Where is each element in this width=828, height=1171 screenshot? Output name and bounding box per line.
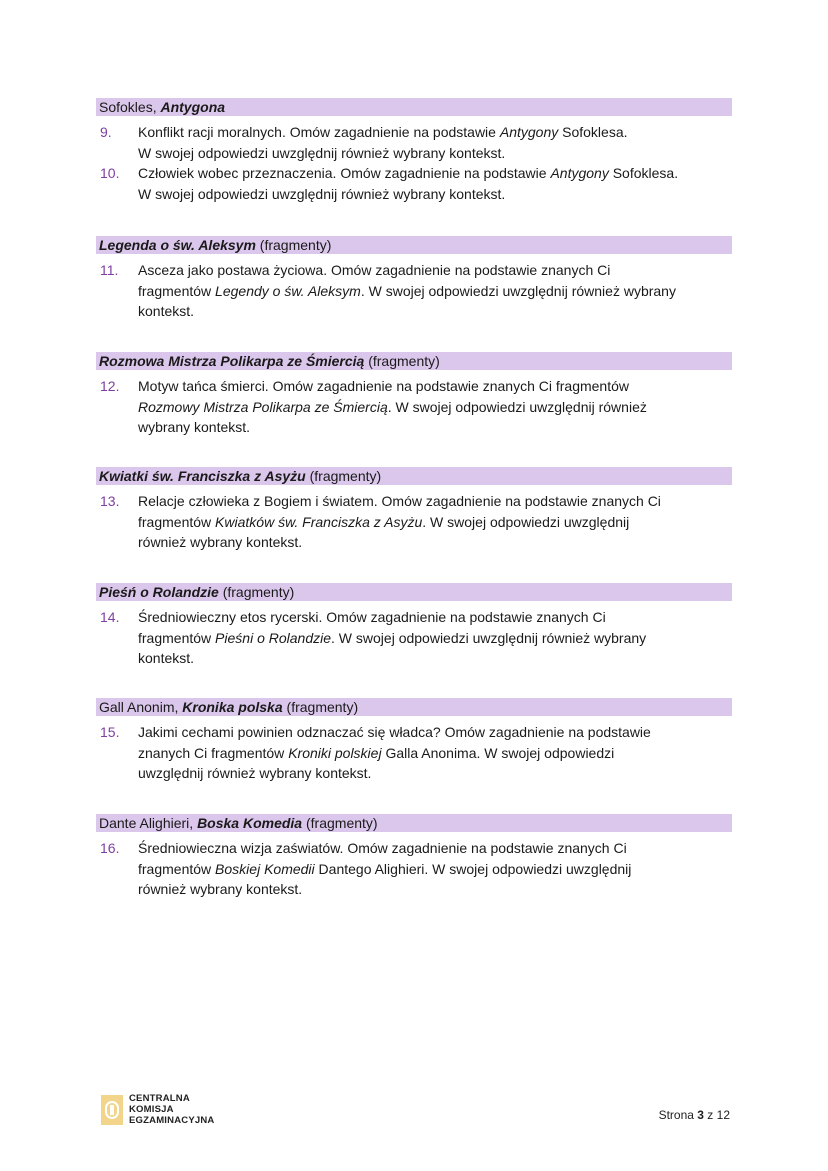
section-dante (96, 814, 732, 900)
page-number: Strona 3 z 12 (658, 1108, 730, 1122)
section-roland (96, 583, 732, 669)
item-number: 14. (100, 609, 120, 625)
list-item (96, 607, 732, 669)
item-number: 9. (100, 124, 112, 140)
item-text: Człowiek wobec przeznaczenia. Omów zagadnienie na podstawie Antygony Sofoklesa. W swojej odpowiedzi uwzględnij również wybrany kontekst. (138, 165, 679, 202)
list-item (96, 163, 732, 204)
section-aleksy (96, 236, 732, 322)
cke-logo-icon (101, 1095, 123, 1125)
list-item (96, 376, 732, 438)
list-item (96, 722, 732, 784)
item-number: 10. (100, 165, 120, 181)
section-franciszek (96, 467, 732, 553)
section-header: Pieśń o Rolandzie (fragmenty) (96, 583, 732, 601)
section-header: Rozmowa Mistrza Polikarpa ze Śmiercią (fragmenty) (96, 352, 732, 370)
section-gall (96, 698, 732, 784)
section-polikarp (96, 352, 732, 438)
cke-logo-text: CENTRALNA KOMISJA EGZAMINACYJNA (129, 1093, 215, 1126)
section-header: Kwiatki św. Franciszka z Asyżu (fragmenty) (96, 467, 732, 485)
item-text: Motyw tańca śmierci. Omów zagadnienie na podstawie znanych Ci fragmentów Rozmowy Mistrza Polikarpa ze Śmiercią. W swojej odpowiedzi uwzględnij również wybrany kontekst. (138, 378, 647, 435)
item-text: Konflikt racji moralnych. Omów zagadnienie na podstawie Antygony Sofoklesa. W swojej odpowiedzi uwzględnij również wybrany kontekst. (138, 124, 628, 161)
item-text: Asceza jako postawa życiowa. Omów zagadnienie na podstawie znanych Ci fragmentów Legendy o św. Aleksym. W swojej odpowiedzi uwzględnij również wybrany kontekst. (138, 262, 676, 319)
item-number: 12. (100, 378, 120, 394)
item-number: 11. (100, 262, 119, 278)
section-antygona (96, 98, 732, 204)
item-text: Średniowieczna wizja zaświatów. Omów zagadnienie na podstawie znanych Ci fragmentów Boskiej Komedii Dantego Alighieri. W swojej odpowiedzi uwzględnij również wybrany kontekst. (138, 840, 632, 897)
section-header: Legenda o św. Aleksym (fragmenty) (96, 236, 732, 254)
section-header: Sofokles, Antygona (96, 98, 732, 116)
list-item (96, 260, 732, 322)
section-header: Dante Alighieri, Boska Komedia (fragmenty) (96, 814, 732, 832)
item-text: Relacje człowieka z Bogiem i światem. Omów zagadnienie na podstawie znanych Ci fragmentów Kwiatków św. Franciszka z Asyżu. W swojej odpowiedzi uwzględnij również wybrany kontekst. (138, 493, 661, 550)
item-text: Jakimi cechami powinien odznaczać się władca? Omów zagadnienie na podstawie znanych Ci fragmentów Kroniki polskiej Galla Anonima. W swojej odpowiedzi uwzględnij również wybrany kontekst. (138, 724, 651, 781)
list-item (96, 838, 732, 900)
item-number: 15. (100, 724, 120, 740)
section-header: Gall Anonim, Kronika polska (fragmenty) (96, 698, 732, 716)
item-text: Średniowieczny etos rycerski. Omów zagadnienie na podstawie znanych Ci fragmentów Pieśni o Rolandzie. W swojej odpowiedzi uwzględnij również wybrany kontekst. (138, 609, 647, 666)
item-number: 13. (100, 493, 120, 509)
item-number: 16. (100, 840, 120, 856)
list-item (96, 122, 732, 163)
list-item (96, 491, 732, 553)
cke-logo (101, 1093, 214, 1126)
